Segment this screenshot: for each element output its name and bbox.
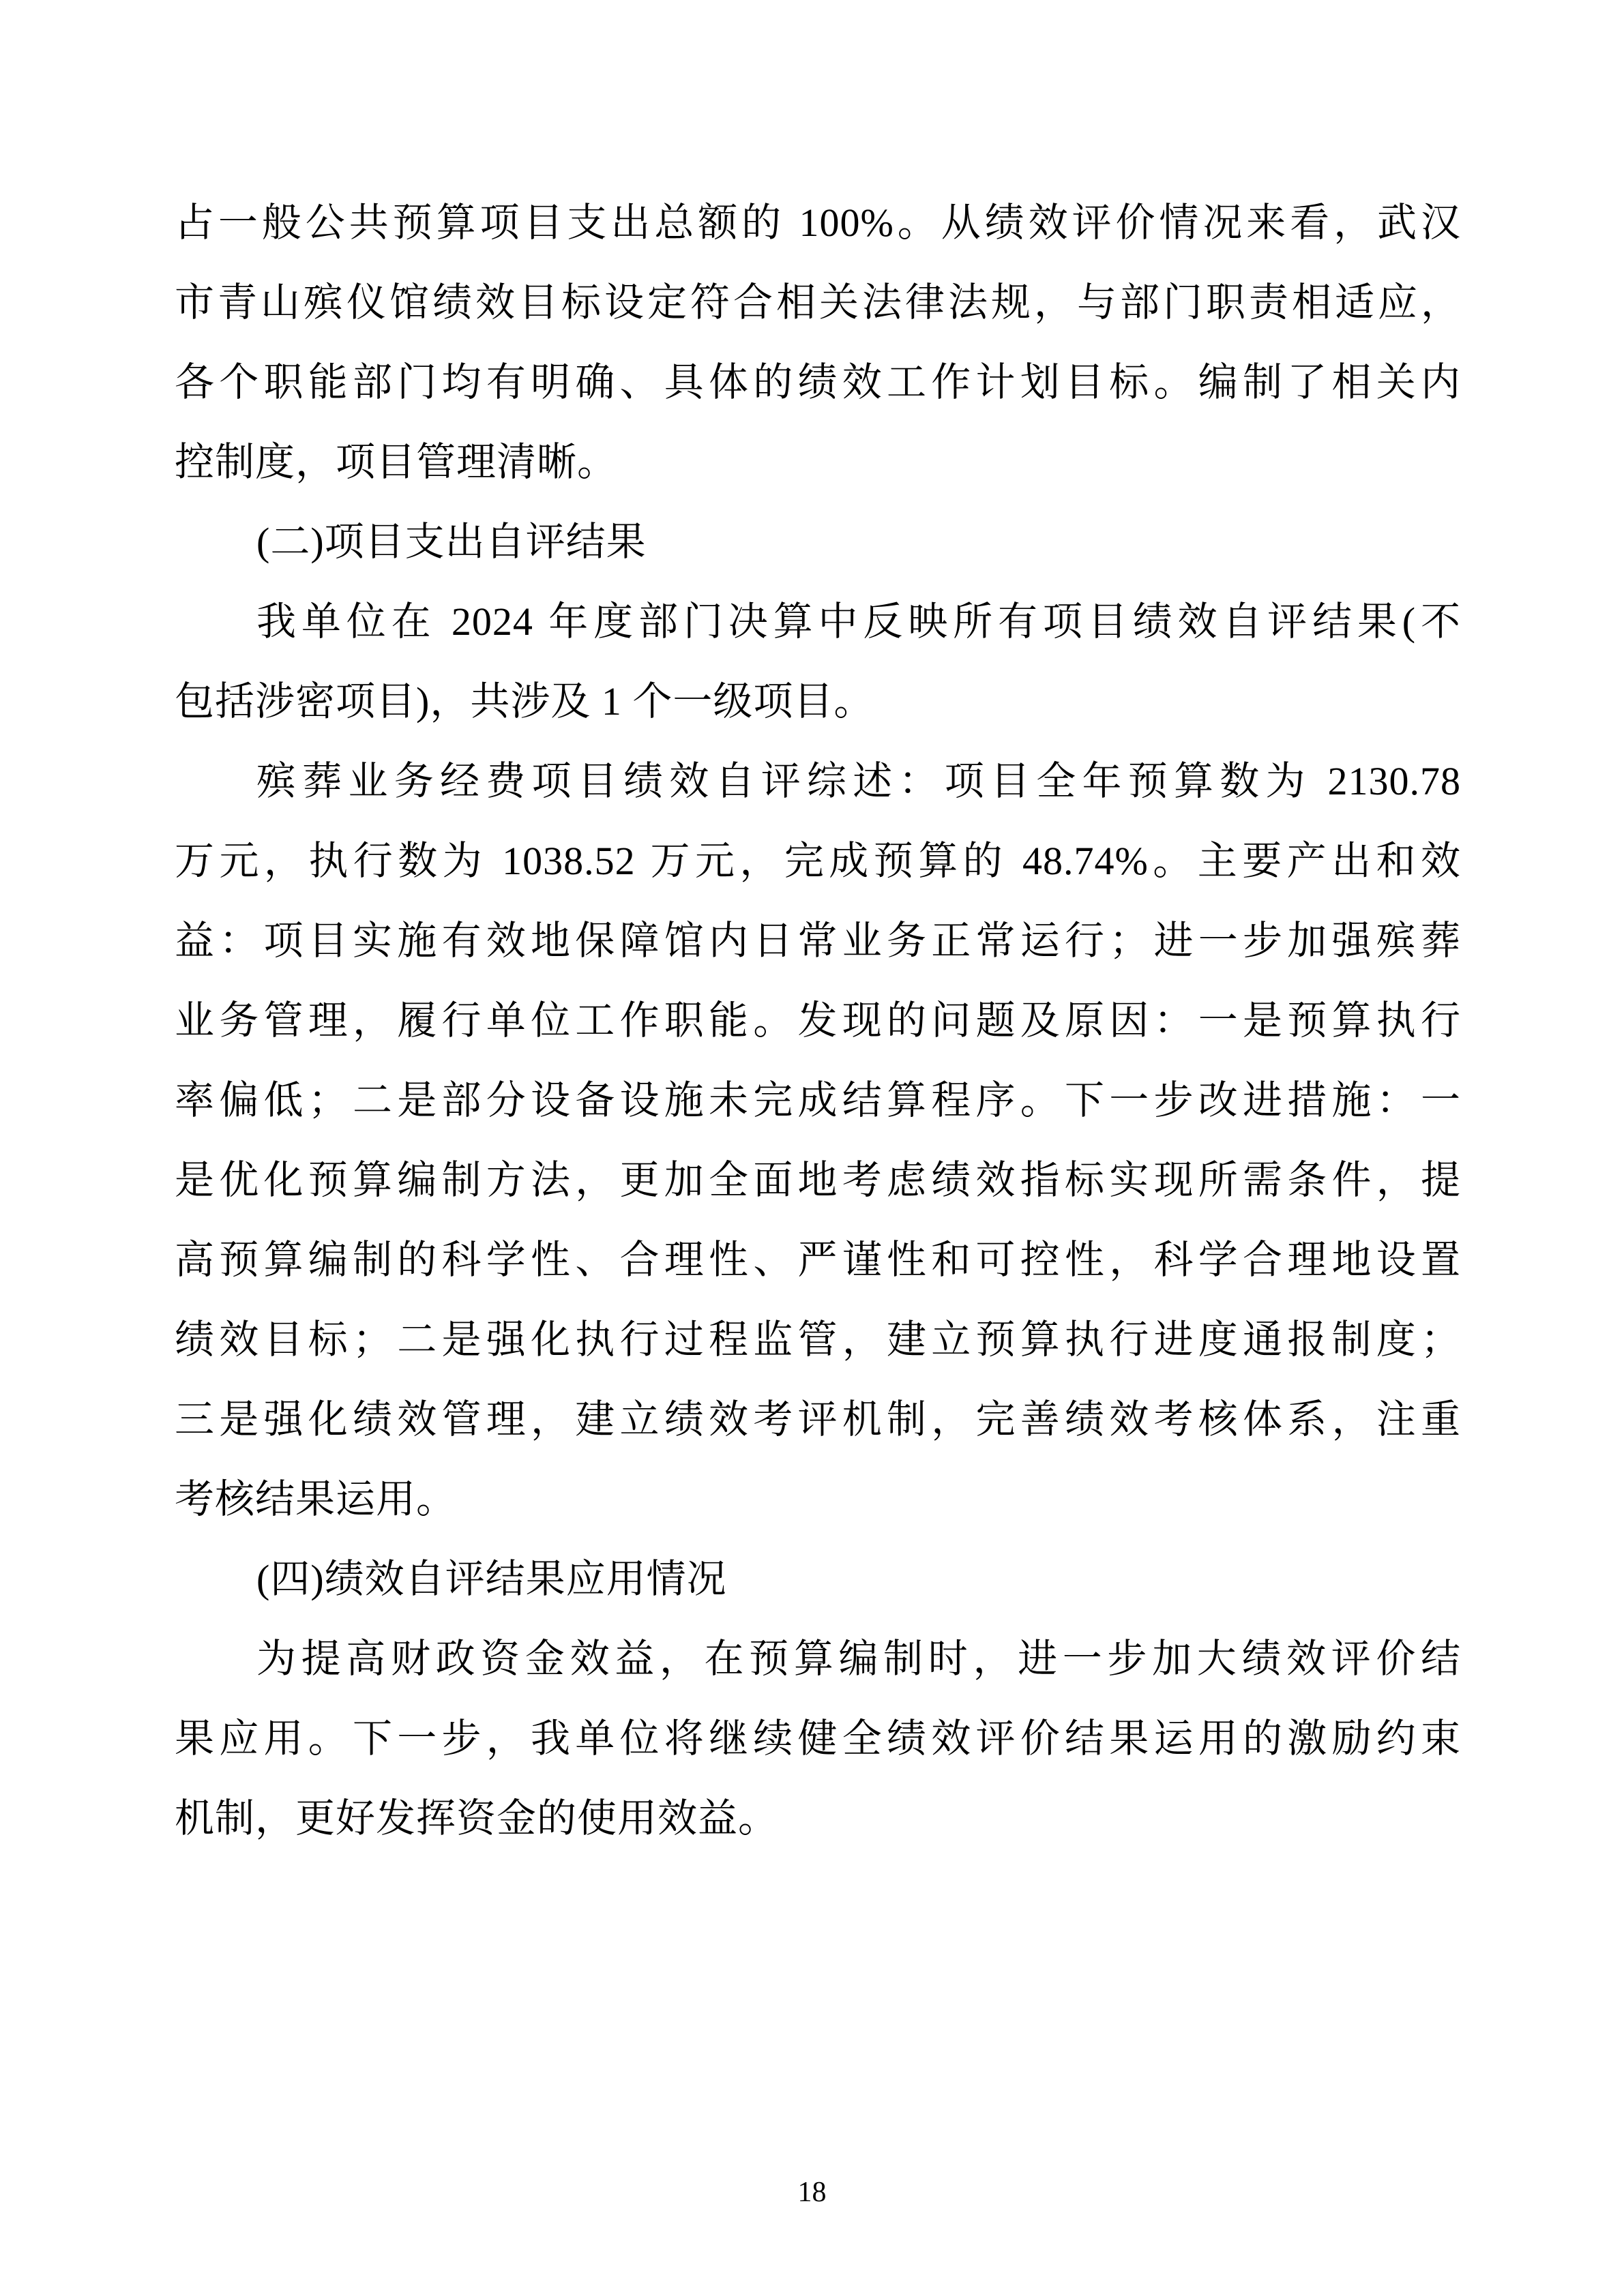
text-line: 占一般公共预算项目支出总额的 100%。从绩效评价情况来看，武汉 <box>175 200 1461 245</box>
text-line: 业务管理，履行单位工作职能。发现的问题及原因：一是预算执行 <box>175 998 1461 1043</box>
text-line: 各个职能部门均有明确、具体的绩效工作计划目标。编制了相关内 <box>175 360 1461 404</box>
text-line: 万元，执行数为 1038.52 万元，完成预算的 48.74%。主要产出和效 <box>175 839 1461 883</box>
text-line: 高预算编制的科学性、合理性、严谨性和可控性，科学合理地设置 <box>175 1238 1461 1282</box>
text-line: 考核结果运用。 <box>175 1477 457 1521</box>
text-line: 三是强化绩效管理，建立绩效考评机制，完善绩效考核体系，注重 <box>175 1397 1461 1442</box>
document-body <box>175 183 1461 1858</box>
text-line: 我单位在 2024 年度部门决算中反映所有项目绩效自评结果(不 <box>256 599 1461 644</box>
text-line: 果应用。下一步，我单位将继续健全绩效评价结果运用的激励约束 <box>175 1716 1461 1761</box>
section-heading: (四)绩效自评结果应用情况 <box>256 1557 727 1601</box>
text-line: 包括涉密项目)，共涉及 1 个一级项目。 <box>175 679 874 724</box>
text-line: 绩效目标；二是强化执行过程监管，建立预算执行进度通报制度； <box>175 1317 1461 1362</box>
text-line: 是优化预算编制方法，更加全面地考虑绩效指标实现所需条件，提 <box>175 1158 1461 1202</box>
text-line: 控制度，项目管理清晰。 <box>175 440 618 484</box>
text-line: 机制，更好发挥资金的使用效益。 <box>175 1796 779 1840</box>
text-line: 益：项目实施有效地保障馆内日常业务正常运行；进一步加强殡葬 <box>175 919 1461 963</box>
text-line: 殡葬业务经费项目绩效自评综述：项目全年预算数为 2130.78 <box>256 759 1461 803</box>
text-line: 为提高财政资金效益，在预算编制时，进一步加大绩效评价结 <box>256 1637 1461 1681</box>
text-line: 率偏低；二是部分设备设施未完成结算程序。下一步改进措施：一 <box>175 1078 1461 1122</box>
page-number: 18 <box>797 2177 827 2208</box>
section-heading: (二)项目支出自评结果 <box>256 520 647 564</box>
text-line: 市青山殡仪馆绩效目标设定符合相关法律法规，与部门职责相适应， <box>175 280 1461 325</box>
